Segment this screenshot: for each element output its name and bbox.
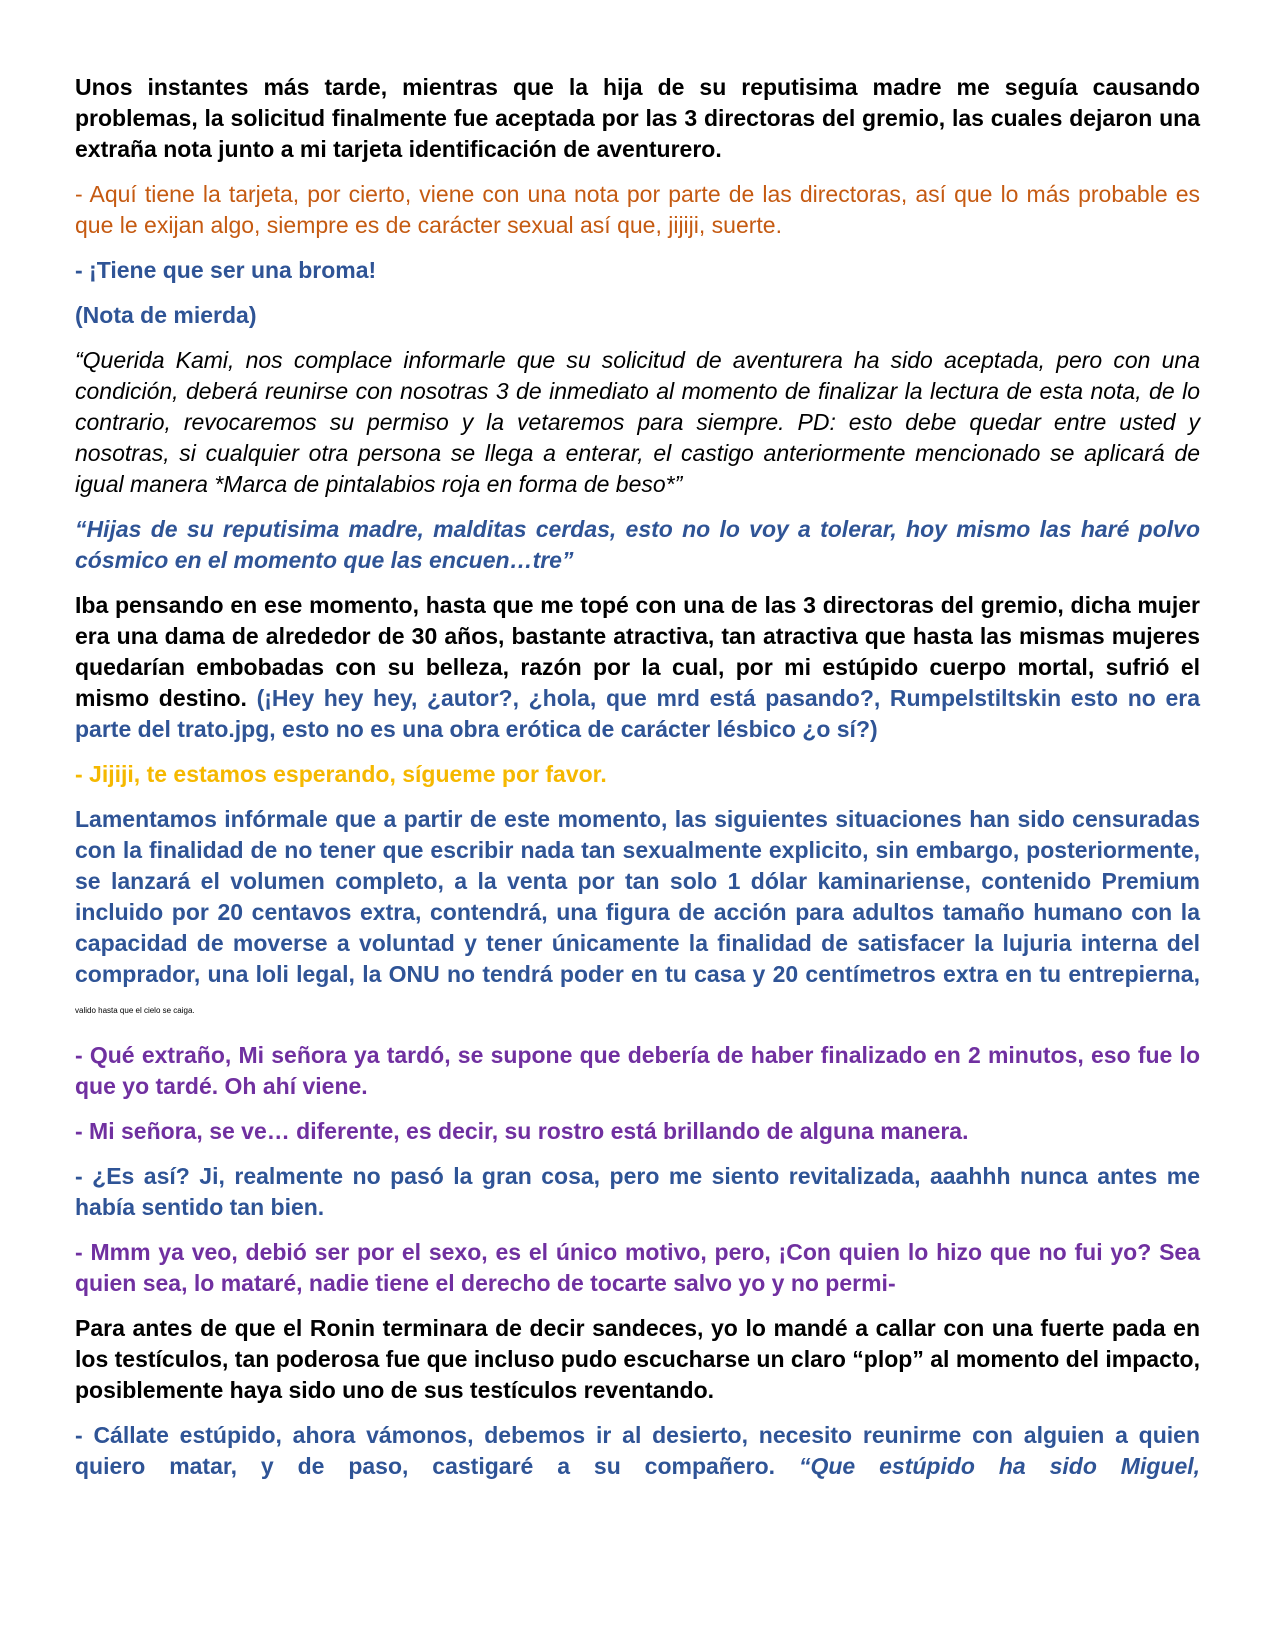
kami-dialogue-2: - ¿Es así? Ji, realmente no pasó la gran cosa, pero me siento revitalizada, aaahhh nunca antes me había sentido tan bien. [75, 1163, 1200, 1220]
censorship-notice [75, 804, 1200, 1026]
director-dialogue: - Jijiji, te estamos esperando, sígueme por favor. [75, 761, 607, 787]
narration-paragraph-3: Para antes de que el Ronin terminara de decir sandeces, yo lo mandé a callar con una fuerte pada en los testículos, tan poderosa fue que incluso pudo escucharse un claro “plop” al momento del impacto, posiblemente haya sido uno de sus testículos reventando. [75, 1315, 1200, 1403]
ronin-dialogue-3: - Mmm ya veo, debió ser por el sexo, es el único motivo, pero, ¡Con quien lo hizo que no fui yo? Sea quien sea, lo mataré, nadie tiene el derecho de tocarte salvo yo y no permi- [75, 1239, 1200, 1296]
kami-thought-2: “Que estúpido ha sido Miguel, [798, 1453, 1201, 1479]
narration-paragraph-2 [75, 590, 1200, 745]
note-text: “Querida Kami, nos complace informarle que su solicitud de aventurera ha sido aceptada, pero con una condición, deberá reunirse con nosotras 3 de inmediato al momento de finalizar la lectura de esta nota, de lo contrario, revocaremos su permiso y la vetaremos para siempre. PD: esto debe quedar entre usted y nosotras, si cualquier otra persona se llega a enterar, el castigo anteriormente mencionado se aplicará de igual manera *Marca de pintalabios roja en forma de beso*” [75, 347, 1200, 497]
note-heading: (Nota de mierda) [75, 302, 257, 328]
kami-thought: “Hijas de su reputisima madre, malditas cerdas, esto no lo voy a tolerar, hoy mismo las haré polvo cósmico en el momento que las encuen…tre” [75, 516, 1200, 573]
censorship-text: Lamentamos infórmale que a partir de este momento, las siguientes situaciones han sido censuradas con la finalidad de no tener que escribir nada tan sexualmente explicito, sin embargo, posteriormente, se lanzará el volumen completo, a la venta por tan solo 1 dólar kaminariense, contenido Premium incluido por 20 centavos extra, contendrá, una figura de acción para adultos tamaño humano con la capacidad de moverse a voluntad y tener únicamente la finalidad de satisfacer la lujuria interna del comprador, una loli legal, la ONU no tendrá poder en tu casa y 20 centímetros extra en tu entrepierna, [75, 806, 1200, 987]
kami-dialogue-3 [75, 1420, 1200, 1482]
receptionist-dialogue: - Aquí tiene la tarjeta, por cierto, viene con una nota por parte de las directoras, así que lo más probable es que le exijan algo, siempre es de carácter sexual así que, jijiji, suerte. [75, 181, 1200, 238]
narration-text: Iba pensando en ese momento, hasta que me topé con una de las 3 directoras del gremio, dicha mujer era una dama de alrededor de 30 años, bastante atractiva, tan atractiva que hasta las mismas mujeres quedarían embobadas con su belleza, razón por la cual, por mi estúpido cuerpo mortal, sufrió el mismo destino. [75, 592, 1200, 711]
ronin-dialogue-1: - Qué extraño, Mi señora ya tardó, se supone que debería de haber finalizado en 2 minutos, eso fue lo que yo tardé. Oh ahí viene. [75, 1042, 1200, 1099]
ronin-dialogue-2: - Mi señora, se ve… diferente, es decir, su rostro está brillando de alguna manera. [75, 1118, 969, 1144]
kami-speech: - Cállate estúpido, ahora vámonos, debemos ir al desierto, necesito reunirme con alguien a quien quiero matar, y de paso, castigaré a su compañero. [75, 1422, 1200, 1479]
kami-dialogue-1: - ¡Tiene que ser una broma! [75, 257, 377, 283]
fine-print: valido hasta que el cielo se caiga. [75, 1006, 195, 1015]
narration-paragraph-1: Unos instantes más tarde, mientras que la hija de su reputisima madre me seguía causando problemas, la solicitud finalmente fue aceptada por las 3 directoras del gremio, las cuales dejaron una extraña nota junto a mi tarjeta identificación de aventurero. [75, 74, 1200, 162]
author-aside: (¡Hey hey hey, ¿autor?, ¿hola, que mrd está pasando?, Rumpelstiltskin esto no era parte del trato.jpg, esto no es una obra erótica de carácter lésbico ¿o sí?) [75, 685, 1200, 742]
